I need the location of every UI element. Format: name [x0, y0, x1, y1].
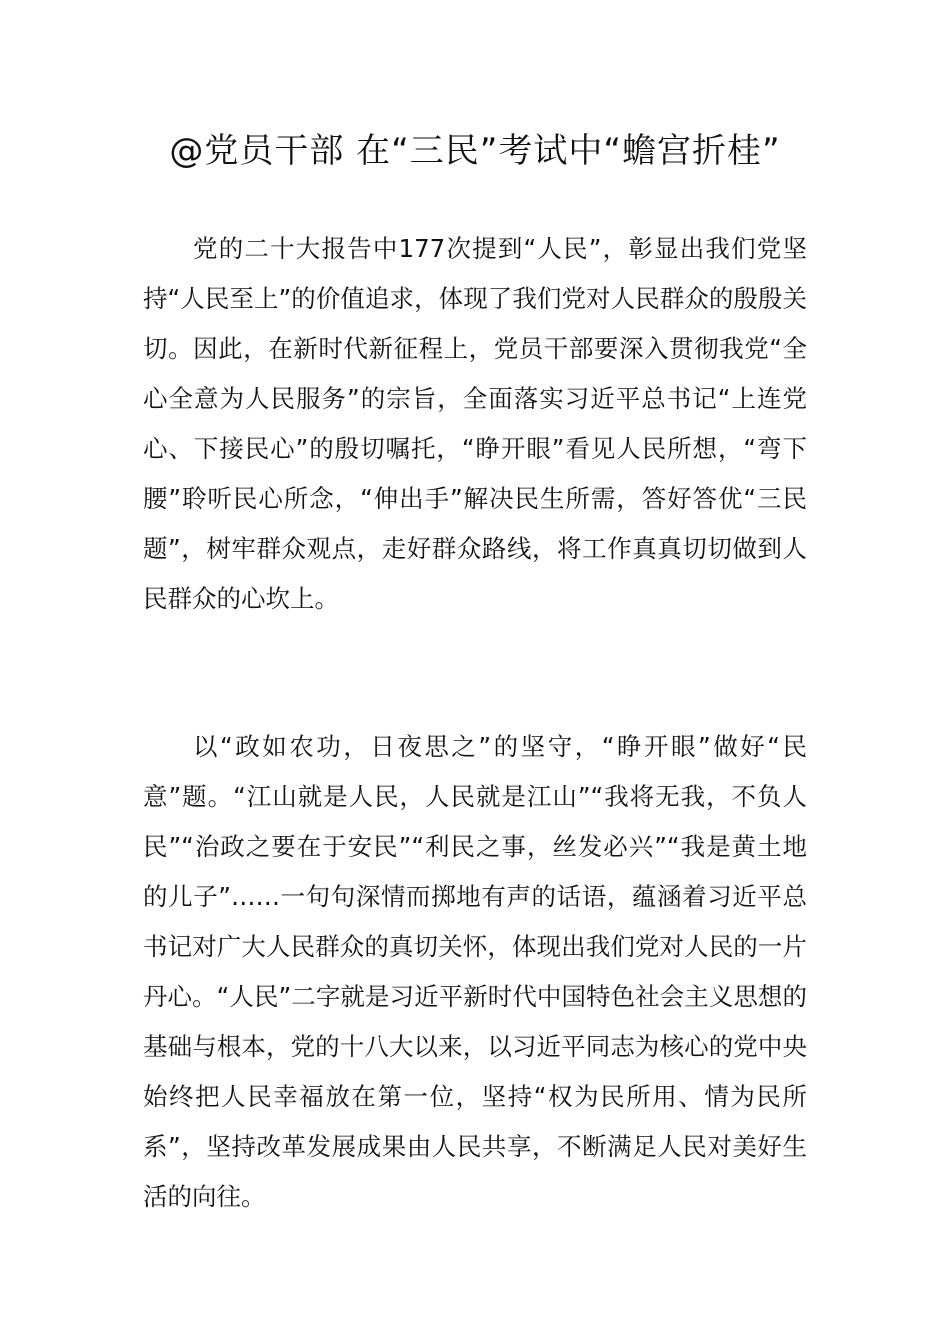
paragraph-2: 以“政如农功，日夜思之”的坚守，“睁开眼”做好“民意”题。“江山就是人民，人民就是江山”“我将无我，不负人民”“治政之要在于安民”“利民之事，丝发必兴”“我是黄土地的儿子”……一句句深情而掷地有声的话语，蕴涵着习近平总书记对广大人民群众的真切关怀，体现出我们党对人民的一片丹心。“人民”二字就是习近平新时代中国特色社会主义思想的基础与根本，党的十八大以来，以习近平同志为核心的党中央始终把人民幸福放在第一位，坚持“权为民所用、情为民所系”，坚持改革发展成果由人民共享，不断满足人民对美好生活的向往。: [143, 732, 807, 1211]
paragraph-1: 党的二十大报告中177次提到“人民”，彰显出我们党坚持“人民至上”的价值追求，体现了我们党对人民群众的殷殷关切。因此，在新时代新征程上，党员干部要深入贯彻我党“全心全意为人民服务”的宗旨，全面落实习近平总书记“上连党心、下接民心”的殷切嘱托，“睁开眼”看见人民所想，“弯下腰”聆听民心所念，“伸出手”解决民生所需，答好答优“三民题”，树牢群众观点，走好群众路线，将工作真真切切做到人民群众的心坎上。: [143, 234, 807, 613]
document-title: @党员干部 在“三民”考试中“蟾宫折桂”: [169, 131, 781, 171]
